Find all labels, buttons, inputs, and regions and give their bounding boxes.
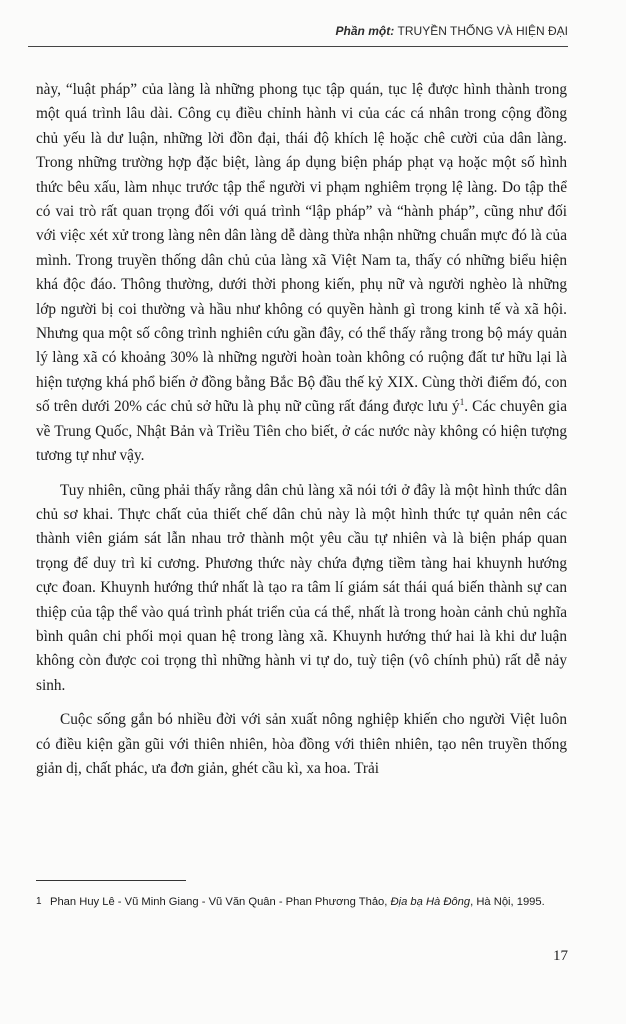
footnote-body — [50, 893, 567, 911]
footnote-text-end: , Hà Nội, 1995. — [470, 896, 545, 908]
footnote-title: Địa bạ Hà Đông — [390, 896, 471, 908]
running-header — [336, 24, 568, 38]
header-rule — [28, 46, 568, 47]
header-section-title: TRUYỀN THỐNG VÀ HIỆN ĐẠI — [397, 24, 568, 38]
footnote-text: Phan Huy Lê - Vũ Minh Giang - Vũ Văn Quân - Phan Phương Thảo, — [50, 896, 391, 908]
header-separator: : — [390, 24, 398, 38]
paragraph-1-text: này, “luật pháp” của làng là những phong tục tập quán, tục lệ được hình thành trong một quá trình lâu dài. Công cụ điều chỉnh hành vi của các cá nhân trong cộng đồng chủ yếu là dư luận, những lời đồn đại, thái độ khích lệ hoặc chê cười của dân làng. Trong những trường hợp đặc biệt, làng áp dụng biện pháp phạt vạ hoặc một số hình thức bêu xấu, làm nhục trước tập thể người vi phạm nghiêm trọng lệ làng. Do tập thể có vai trò rất quan trọng đối với quá trình “lập pháp” và “hành pháp”, cũng như đối với việc xét xử trong làng nên dân làng dễ dàng thừa nhận những chuẩn mực đó là của mình. Trong truyền thống dân chủ của làng xã Việt Nam ta, thấy có những biểu hiện khá độc đáo. Thông thường, dưới thời phong kiến, phụ nữ và người nghèo là những lớp người bị coi thường và hầu như không có quyền hành gì trong kinh tế và xã hội. Nhưng qua một số công trình nghiên cứu gần đây, có thể thấy rằng trong bộ máy quản lý làng xã có khoảng 30% là những người hoàn toàn không có ruộng đất tư hữu lại là hiện tượng khá phổ biến ở đồng bằng Bắc Bộ đầu thế kỷ XIX. Cùng thời điểm đó, con số trên dưới 20% các chủ sở hữu là phụ nữ cũng rất đáng được lưu ý — [36, 81, 567, 416]
page-number: 17 — [553, 948, 568, 964]
paragraph-1-text-end: . Các chuyên gia về Trung Quốc, Nhật Bản và Triều Tiên cho biết, ở các nước này không có hiện tượng tương tự như vậy. — [36, 398, 567, 465]
body-text — [36, 78, 567, 781]
header-part-label: Phần một — [335, 24, 391, 38]
paragraph-3: Cuộc sống gắn bó nhiều đời với sản xuất nông nghiệp khiến cho người Việt luôn có điều kiện gần gũi với thiên nhiên, hòa đồng với thiên nhiên, tạo nên truyền thống giản dị, chất phác, ưa đơn giản, ghét cầu kì, xa hoa. Trải — [36, 711, 567, 777]
footnote-number: 1 — [36, 896, 42, 907]
paragraph-2: Tuy nhiên, cũng phải thấy rằng dân chủ làng xã nói tới ở đây là một hình thức dân chủ sơ khai. Thực chất của thiết chế dân chủ này là một hình thức tự quản nên các thành viên giám sát lẫn nhau trở thành một yêu cầu tự nhiên và là biện pháp quan trọng để duy trì kỉ cương. Phương thức này chứa đựng tiềm tàng hai khuynh hướng cực đoan. Khuynh hướng thứ nhất là tạo ra tâm lí giám sát thái quá biến thành sự can thiệp của tập thể vào quá trình phát triển của cá thể, nhất là trong hoàn cảnh chủ nghĩa bình quân chi phối mọi quan hệ trong làng xã. Khuynh hướng thứ hai là khi dư luận không còn được coi trọng thì những hành vi tự do, tuỳ tiện (vô chính phủ) rất dễ nảy sinh. — [36, 481, 567, 694]
footnote-reference: 1 — [459, 397, 465, 408]
footnote-rule — [36, 880, 186, 881]
footnote — [36, 893, 567, 911]
paragraph-1 — [36, 78, 567, 469]
